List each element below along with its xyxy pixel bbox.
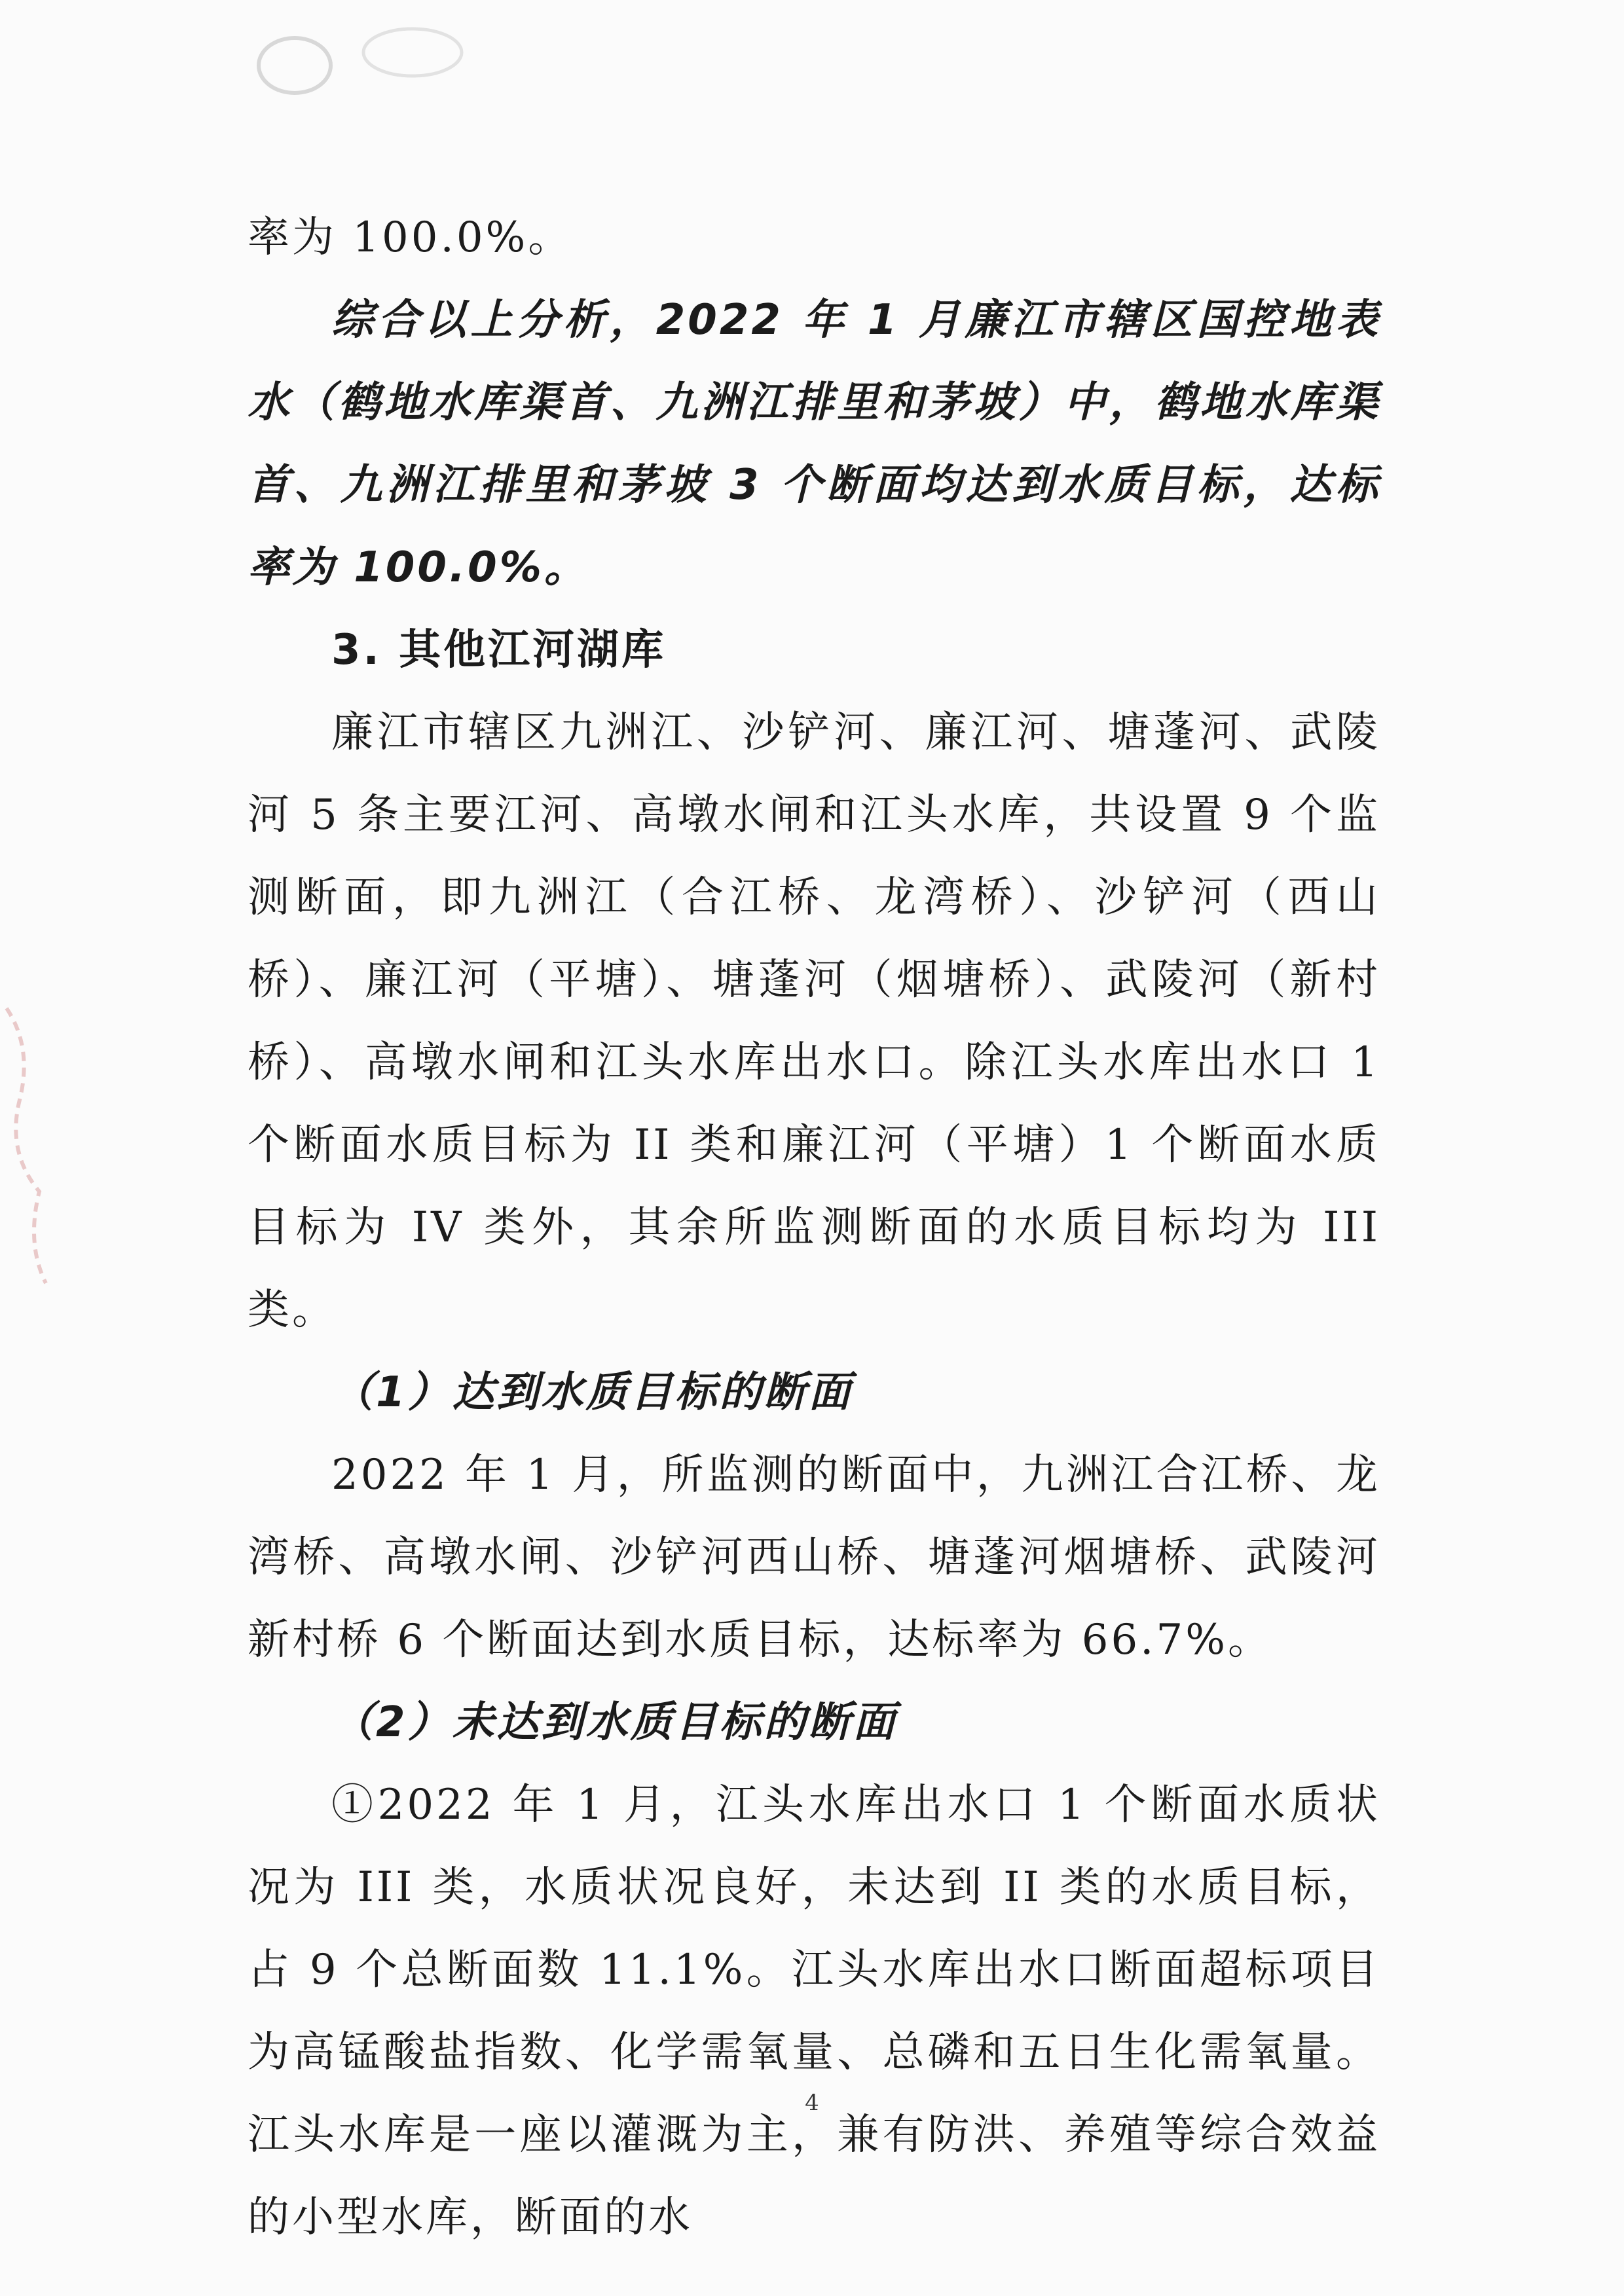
paragraph-summary: 综合以上分析，2022 年 1 月廉江市辖区国控地表水（鹤地水库渠首、九洲江排里和茅坡）中，鹤地水库渠首、九洲江排里和茅坡 3 个断面均达到水质目标，达标率为 100.0%。 — [248, 296, 1380, 592]
paragraph-other-rivers: 廉江市辖区九洲江、沙铲河、廉江河、塘蓬河、武陵河 5 条主要江河、高墩水闸和江头水库，共设置 9 个监测断面，即九洲江（合江桥、龙湾桥）、沙铲河（西山桥）、廉江河（平塘）、塘蓬河（烟塘桥）、武陵河（新村桥）、高墩水闸和江头水库出水口。除江头水库出水口 1 个断面水质目标为 II 类和廉江河（平塘）1 个断面水质目标为 IV 类外，其余所监测断面的水质目标均为 III 类。 — [248, 708, 1380, 1334]
section-heading: 3. 其他江河湖库 — [331, 626, 667, 674]
paragraph-unmet-targets: ①2022 年 1 月，江头水库出水口 1 个断面水质状况为 III 类，水质状况良好，未达到 II 类的水质目标，占 9 个总断面数 11.1%。江头水库出水口断面超标项目为高锰酸盐指数、化学需氧量、总磷和五日生化需氧量。江头水库是一座以灌溉为主，兼有防洪、养殖等综合效益的小型水库，断面的水 — [248, 1781, 1380, 2242]
paragraph-continuation: 率为 100.0%。 — [248, 213, 573, 262]
paragraph-met-targets: 2022 年 1 月，所监测的断面中，九洲江合江桥、龙湾桥、高墩水闸、沙铲河西山桥、塘蓬河烟塘桥、武陵河新村桥 6 个断面达到水质目标，达标率为 66.7%。 — [248, 1451, 1380, 1664]
faint-stamp-mark — [249, 13, 511, 111]
subheading-met-targets: （1）达到水质目标的断面 — [331, 1368, 853, 1417]
document-body — [248, 196, 1380, 2259]
subheading-unmet-targets: （2）未达到水质目标的断面 — [331, 1698, 898, 1747]
faint-seal-mark — [0, 995, 59, 1296]
page-number: 4 — [805, 2090, 819, 2116]
